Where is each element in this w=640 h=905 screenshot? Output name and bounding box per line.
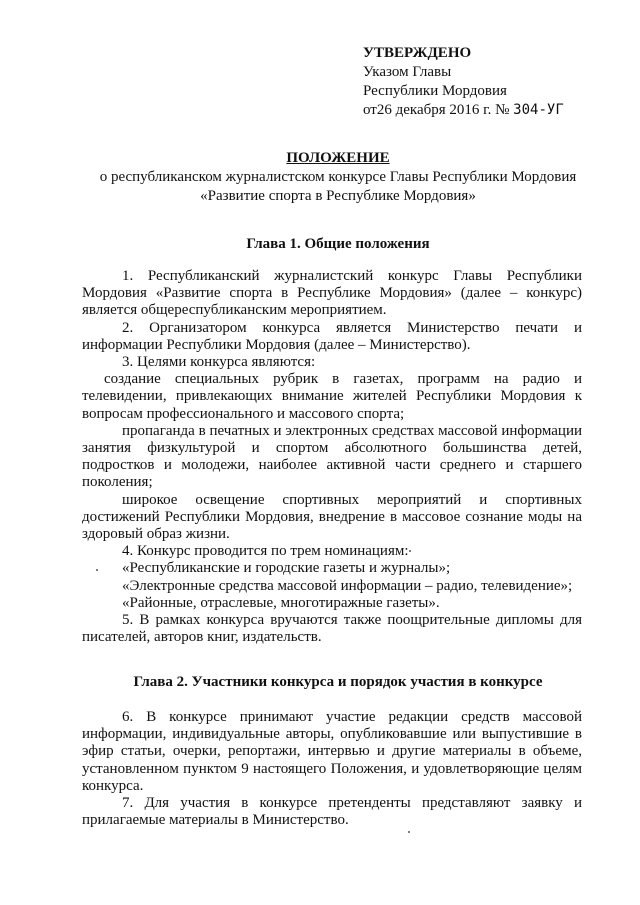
approval-date-prefix: от (363, 102, 377, 118)
paragraph-3: 3. Целями конкурса являются: (122, 354, 316, 371)
nomination-1: «Республиканские и городские газеты и журналы»; (122, 560, 451, 577)
approval-date-line (363, 101, 564, 120)
document-subtitle-1: о республиканском журналистском конкурсе Главы Республики Мордовия (99, 169, 577, 185)
paragraph-6: 6. В конкурсе принимают участие редакции средств массовой информации, индивидуальные авторы, опубликовавшие или выпустившие в эфир статьи, очерки, репортажи, интервью и другие материалы в объеме, установленном пунктом 9 настоящего Положения, и удовлетворяющие целям конкурса. (82, 709, 582, 794)
paragraph-2: 2. Организатором конкурса является Министерство печати и информации Республики Мордовия (далее – Министерство). (82, 319, 582, 353)
approval-title: УТВЕРЖДЕНО (363, 45, 472, 61)
nomination-2: «Электронные средства массовой информации – радио, телевидение»; (122, 577, 573, 594)
scan-speck (408, 831, 410, 833)
paragraph-4: 4. Конкурс проводится по трем номинациям: (122, 543, 409, 560)
scan-speck (409, 550, 411, 552)
approval-stamp (363, 44, 564, 120)
chapter-2-body (82, 709, 582, 829)
paragraph-5: 5. В рамках конкурса вручаются также поощрительные дипломы для писателей, авторов книг, издательств. (82, 612, 582, 646)
approval-number: 304-УГ (513, 102, 564, 118)
paragraph-3-item-b: пропаганда в печатных и электронных средствах массовой информации занятия физкультурой и спортом абсолютного большинства детей, подростков и молодежи, наиболее активной части среднего и старшего поколения; (82, 422, 582, 491)
document-subtitle-2: «Развитие спорта в Республике Мордовия» (200, 188, 476, 204)
approval-line-1: Указом Главы (363, 64, 452, 80)
paragraph-1: 1. Республиканский журналистский конкурс Главы Республики Мордовия «Развитие спорта в Республике Мордовия» (далее – конкурс) является общереспубликанским мероприятием. (82, 268, 582, 319)
chapter-1-body (82, 268, 582, 646)
approval-line-2: Республики Мордовия (363, 83, 507, 99)
paragraph-3-item-c: широкое освещение спортивных мероприятий и спортивных достижений Республики Мордовия, внедрение в массовое сознание моды на здоровый образ жизни. (82, 491, 582, 543)
nomination-3: «Районные, отраслевые, многотиражные газеты». (122, 594, 440, 611)
document-heading (40, 149, 636, 206)
chapter-2-title: Глава 2. Участники конкурса и порядок участия в конкурсе (133, 674, 543, 690)
document-title: ПОЛОЖЕНИЕ (286, 150, 390, 166)
paragraph-7: 7. Для участия в конкурсе претенденты представляют заявку и прилагаемые материалы в Министерство. (82, 795, 582, 829)
chapter-1-title: Глава 1. Общие положения (246, 236, 430, 252)
approval-date-value: 26 декабря 2016 г. № (376, 102, 510, 118)
scan-speck (96, 569, 98, 571)
paragraph-3-item-a: создание специальных рубрик в газетах, программ на радио и телевидении, привлекающих внимание жителей Республики Мордовия к вопросам профессионального и массового спорта; (82, 371, 582, 422)
